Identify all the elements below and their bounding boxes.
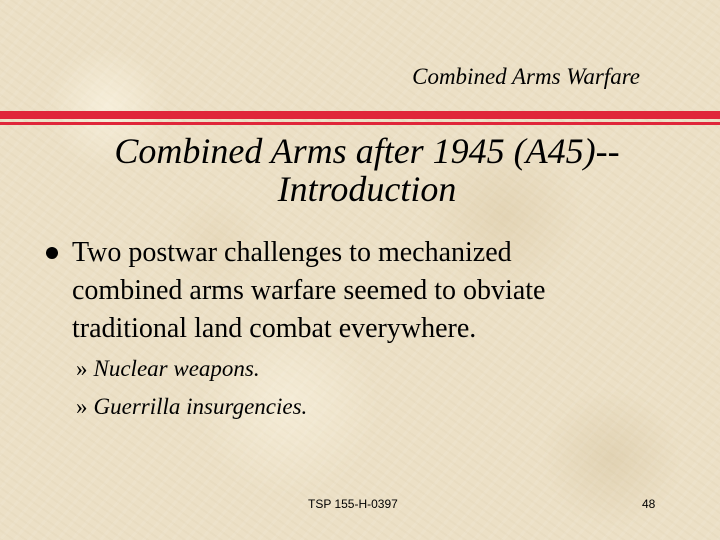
sub-bullet-item (76, 354, 576, 392)
sub-bullet-list (76, 354, 576, 430)
header-rule-thick (0, 111, 720, 119)
footer-code: TSP 155-H-0397 (308, 497, 398, 511)
slide-title-line-2: Introduction (277, 169, 457, 209)
bullet-text-line-2: combined arms warfare seemed to obviate (72, 275, 546, 306)
sub-bullet-text: Guerrilla insurgencies. (93, 394, 308, 419)
bullet-text (72, 234, 672, 348)
slide-title-line-1: Combined Arms after 1945 (A45)-- (114, 131, 620, 171)
sub-bullet-marker-icon: » (76, 394, 88, 419)
round-bullet-icon (46, 247, 58, 259)
header-title: Combined Arms Warfare (412, 64, 640, 89)
page-number: 48 (642, 497, 656, 511)
sub-bullet-marker-icon: » (76, 356, 88, 381)
sub-bullet-text: Nuclear weapons. (93, 356, 260, 381)
slide-title (0, 132, 720, 208)
header-rule-thin (0, 122, 720, 125)
sub-bullet-item (76, 392, 576, 430)
bullet-text-line-3: traditional land combat everywhere. (72, 313, 477, 344)
bullet-text-line-1: Two postwar challenges to mechanized (72, 237, 512, 268)
